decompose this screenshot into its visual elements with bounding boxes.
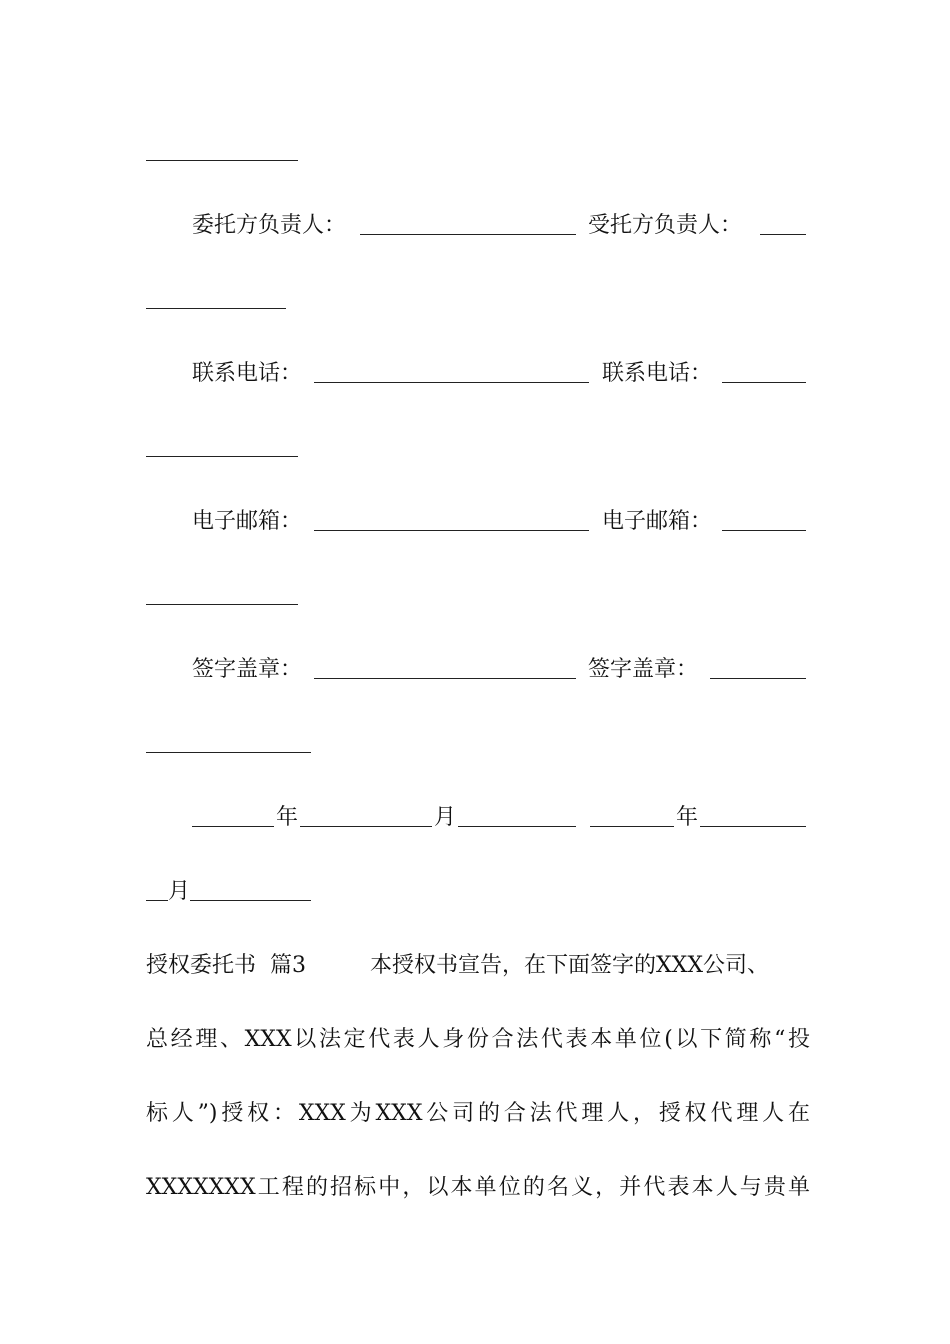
- blank-line-4: [0, 576, 950, 616]
- section3-line-4: [0, 1168, 950, 1208]
- form-row-date-continued: [0, 872, 950, 912]
- section3-paragraph-line-1: 本授权书宣告，在下面签字的XXX公司、: [370, 953, 769, 978]
- principal-phone-blank: [314, 382, 589, 383]
- blank-line-3: [0, 428, 950, 468]
- underline: [146, 752, 311, 753]
- agent-manager-label: 受托方负责人：: [588, 213, 743, 238]
- blank-line-5: [0, 724, 950, 764]
- agent-email-label: 电子邮箱：: [602, 509, 713, 534]
- section3-paragraph-line-4: XXXXXXX工程的招标中，以本单位的名义，并代表本人与贵单: [146, 1175, 810, 1200]
- agent-year-label: 年: [676, 805, 699, 830]
- section3-first-line: [0, 946, 950, 986]
- agent-signature-label: 签字盖章：: [588, 657, 699, 682]
- underline: [146, 160, 298, 161]
- principal-month-blank: [300, 826, 432, 827]
- principal-email-label: 电子邮箱：: [192, 509, 303, 534]
- principal-year-blank: [192, 826, 274, 827]
- blank-line-2: [0, 280, 950, 320]
- form-row-phone: [0, 354, 950, 394]
- form-row-signature: [0, 650, 950, 690]
- section3-line-3: [0, 1094, 950, 1134]
- form-row-date: [0, 798, 950, 838]
- agent-month-label: 月: [168, 879, 191, 904]
- agent-email-blank: [722, 530, 806, 531]
- principal-year-label: 年: [276, 805, 299, 830]
- agent-signature-blank: [710, 678, 806, 679]
- agent-year-blank: [590, 826, 674, 827]
- principal-manager-label: 委托方负责人：: [192, 213, 347, 238]
- section3-paragraph-line-2: 总经理、XXX以法定代表人身份合法代表本单位(以下简称“投: [146, 1027, 810, 1052]
- principal-day-blank: [458, 826, 576, 827]
- agent-phone-blank: [722, 382, 806, 383]
- section3-paragraph-line-3: 标人”)授权：XXX为XXX公司的合法代理人，授权代理人在: [146, 1101, 810, 1126]
- form-row-managers: [0, 206, 950, 246]
- blank-line-1: [0, 132, 950, 172]
- section3-line-2: [0, 1020, 950, 1060]
- principal-email-blank: [314, 530, 589, 531]
- principal-phone-label: 联系电话：: [192, 361, 303, 386]
- underline: [146, 604, 298, 605]
- principal-signature-label: 签字盖章：: [192, 657, 303, 682]
- agent-manager-blank: [760, 234, 806, 235]
- section3-heading: 授权委托书 篇3: [146, 953, 306, 978]
- agent-day-blank: [190, 900, 311, 901]
- underline: [146, 456, 298, 457]
- principal-month-label: 月: [434, 805, 457, 830]
- principal-manager-blank: [360, 234, 576, 235]
- agent-month-blank: [700, 826, 806, 827]
- form-row-email: [0, 502, 950, 542]
- underline: [146, 308, 286, 309]
- agent-phone-label: 联系电话：: [602, 361, 713, 386]
- agent-month-blank-continued: [146, 900, 168, 901]
- principal-signature-blank: [314, 678, 576, 679]
